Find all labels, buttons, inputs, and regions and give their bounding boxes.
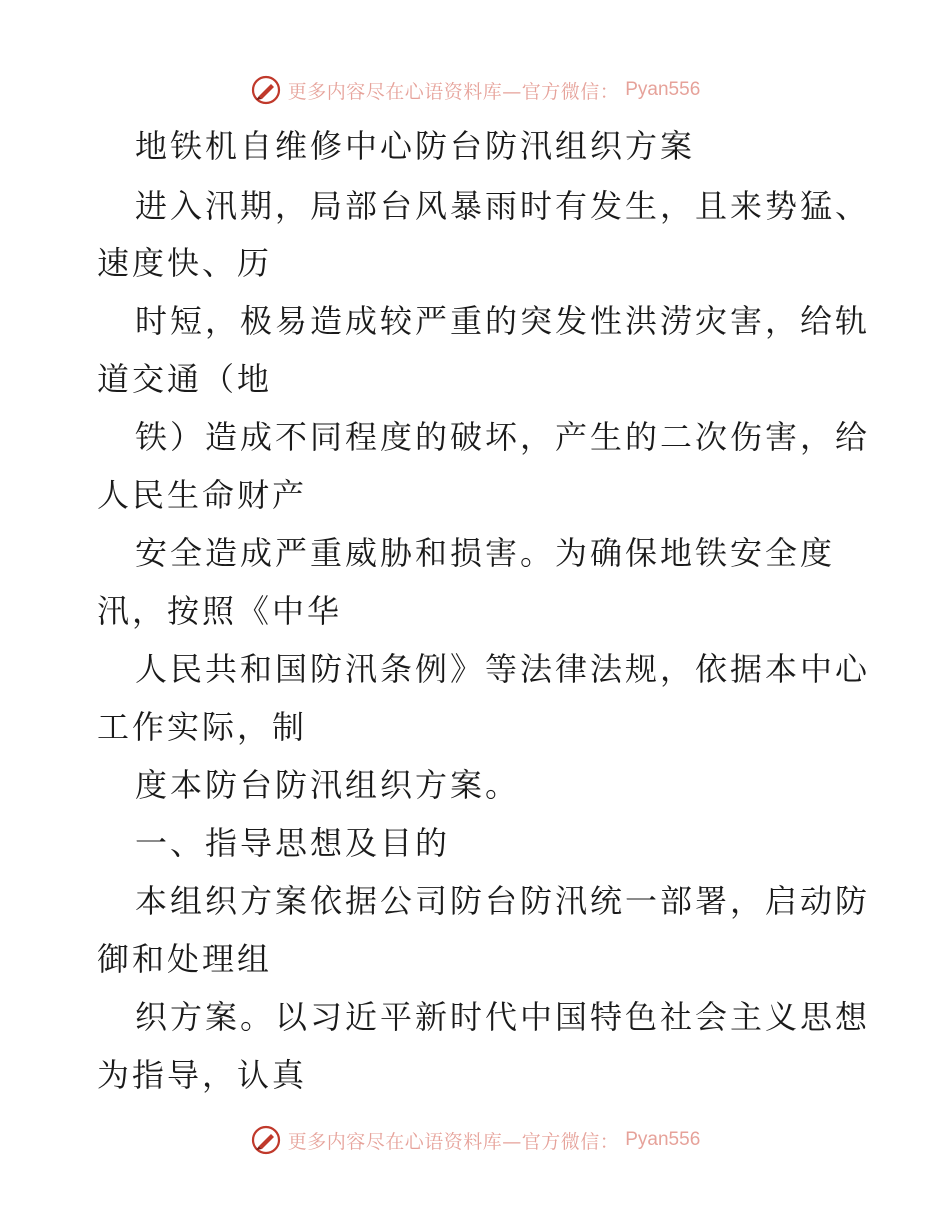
paragraph-line: 本组织方案依据公司防台防汛统一部署，启动防: [135, 882, 871, 920]
document-title: 地铁机自维修中心防台防汛组织方案: [135, 127, 696, 165]
paragraph-line: 道交通（地: [97, 360, 273, 398]
header-watermark: [0, 70, 950, 110]
paragraph-line: 汛，按照《中华: [97, 592, 343, 630]
paragraph-line: 速度快、历: [97, 244, 273, 282]
watermark-text: 更多内容尽在心语资料库—官方微信：: [287, 80, 620, 103]
watermark-wechat-id: Pyan556: [625, 1129, 701, 1150]
pen-logo-icon: [250, 1124, 282, 1156]
pen-logo-icon: [250, 74, 282, 106]
paragraph-line: 度本防台防汛组织方案。: [135, 766, 521, 804]
paragraph-line: 时短，极易造成较严重的突发性洪涝灾害，给轨: [135, 302, 871, 340]
watermark-text: 更多内容尽在心语资料库—官方微信：: [287, 1130, 620, 1153]
section-heading: 一、指导思想及目的: [135, 824, 451, 862]
paragraph-line: 安全造成严重威胁和损害。为确保地铁安全度: [135, 534, 836, 572]
paragraph-line: 铁）造成不同程度的破坏，产生的二次伤害，给: [135, 418, 871, 456]
watermark-wechat-id: Pyan556: [625, 79, 701, 100]
paragraph-line: 织方案。以习近平新时代中国特色社会主义思想: [135, 998, 871, 1036]
footer-watermark: [0, 1120, 950, 1160]
paragraph-line: 人民生命财产: [97, 476, 308, 514]
paragraph-line: 人民共和国防汛条例》等法律法规，依据本中心: [135, 650, 871, 688]
paragraph-line: 御和处理组: [97, 940, 273, 978]
paragraph-line: 进入汛期，局部台风暴雨时有发生，且来势猛、: [135, 187, 871, 225]
paragraph-line: 工作实际，制: [97, 708, 308, 746]
paragraph-line: 为指导，认真: [97, 1056, 308, 1094]
